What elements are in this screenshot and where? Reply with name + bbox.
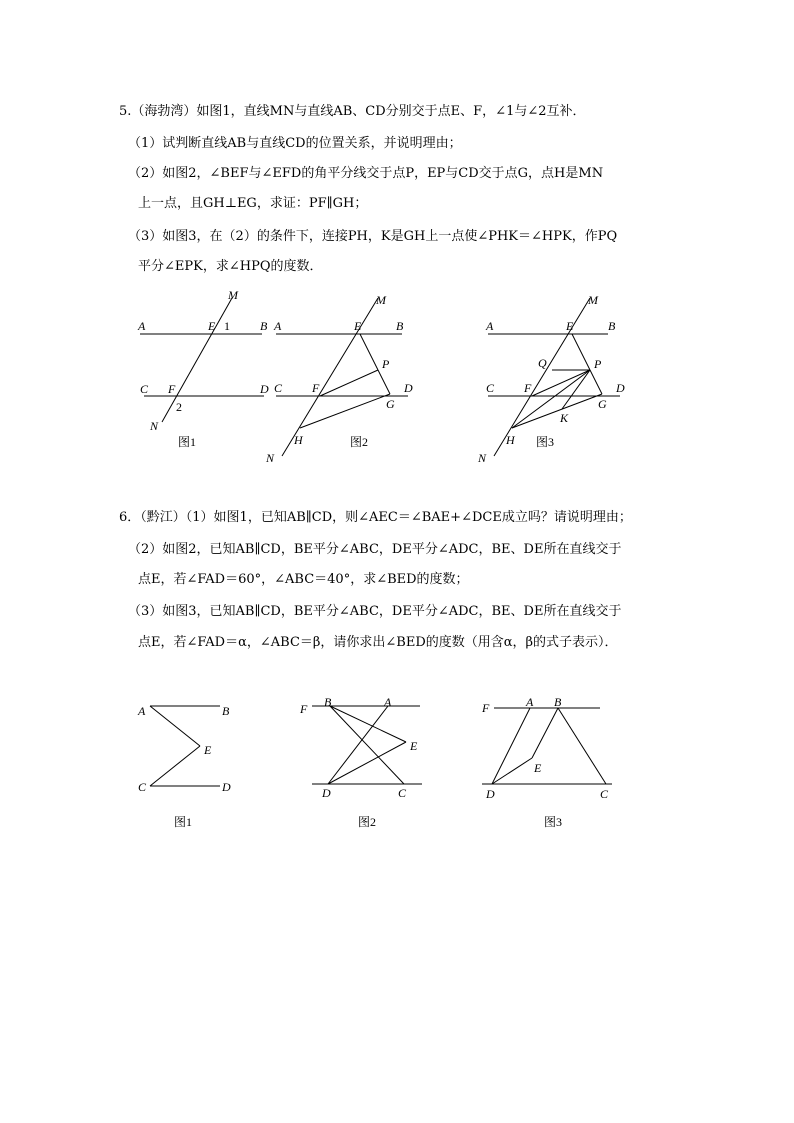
label-e: E — [354, 319, 362, 333]
label-c: C — [140, 382, 149, 396]
label-b: B — [554, 695, 562, 709]
problem5-q2-line1: （2）如图2，∠BEF与∠EFD的角平分线交于点P，EP与CD交于点G，点H是MN — [128, 166, 604, 181]
segment-be — [532, 708, 558, 758]
label-b: B — [396, 319, 404, 333]
label-e: E — [204, 743, 212, 757]
label-d: D — [404, 381, 413, 395]
problem6-q3-line2: 点E，若∠FAD＝α，∠ABC＝β，请你求出∠BED的度数（用含α，β的式子表示）． — [138, 635, 618, 650]
label-e: E — [208, 319, 216, 333]
label-f: F — [312, 381, 320, 395]
label-2: 2 — [176, 400, 182, 414]
problem6-figure-3 — [478, 696, 628, 836]
label-m: M — [376, 293, 386, 307]
figure-caption: 图2 — [358, 815, 377, 829]
label-q: Q — [538, 356, 547, 370]
label-n: N — [150, 419, 159, 433]
label-m: M — [228, 288, 238, 302]
label-g: G — [386, 397, 395, 411]
label-m: M — [588, 293, 598, 307]
problem5-q3-line1: （3）如图3，在（2）的条件下，连接PH，K是GH上一点使∠PHK＝∠HPK，作PQ — [128, 229, 618, 244]
label-f: F — [482, 701, 490, 715]
label-c: C — [486, 381, 495, 395]
segment-gh — [300, 394, 390, 428]
segment-pg — [378, 370, 390, 394]
label-h: H — [506, 433, 515, 447]
label-n: N — [478, 451, 487, 465]
segment-gh — [512, 394, 602, 428]
figure-caption: 图2 — [350, 435, 369, 449]
problem5-q2-line2: 上一点，且GH⊥EG，求证：PF∥GH； — [138, 196, 368, 211]
label-f: F — [524, 381, 532, 395]
segment-pg — [590, 370, 602, 394]
label-k: K — [560, 411, 569, 425]
problem6-q3-line1: （3）如图3，已知AB∥CD，BE平分∠ABC，DE平分∠ADC，BE、DE所在直线交于 — [128, 604, 622, 619]
problem5-title: 5.（海勃湾）如图1，直线MN与直线AB、CD分别交于点E、F，∠1与∠2互补． — [119, 104, 586, 119]
segment-ep — [572, 334, 590, 370]
problem6-title: 6．（黔江）（1）如图1，已知AB∥CD，则∠AEC＝∠BAE+∠DCE成立吗？请说明理由； — [119, 510, 632, 525]
label-a: A — [274, 319, 282, 333]
problem5-figure-3 — [478, 284, 638, 466]
label-a: A — [384, 695, 392, 709]
label-d: D — [616, 381, 625, 395]
label-g: G — [598, 397, 607, 411]
label-h: H — [294, 433, 303, 447]
label-f: F — [168, 382, 176, 396]
problem6-q2-line1: （2）如图2，已知AB∥CD，BE平分∠ABC，DE平分∠ADC，BE、DE所在直线交于 — [128, 542, 622, 557]
segment-bc — [558, 708, 606, 784]
label-b: B — [222, 704, 230, 718]
label-a: A — [138, 319, 146, 333]
figure-caption: 图1 — [174, 815, 193, 829]
label-a: A — [526, 695, 534, 709]
label-c: C — [274, 381, 283, 395]
label-a: A — [138, 704, 146, 718]
label-e: E — [566, 319, 574, 333]
label-d: D — [486, 787, 495, 801]
segment-pf — [320, 370, 378, 396]
segment-ad — [328, 706, 388, 784]
label-d: D — [322, 786, 331, 800]
segment-ad — [492, 708, 530, 784]
problem5-q3-line2: 平分∠EPK，求∠HPQ的度数． — [138, 259, 323, 274]
segment-ae — [150, 706, 200, 746]
problem5-figure-1 — [134, 284, 284, 454]
label-c: C — [398, 786, 407, 800]
label-f: F — [300, 702, 308, 716]
problem5-figure-2 — [266, 284, 416, 466]
line-mn — [162, 298, 232, 422]
label-e: E — [410, 739, 418, 753]
segment-ec — [150, 746, 200, 786]
segment-be — [330, 706, 406, 742]
label-1: 1 — [224, 319, 230, 333]
label-p: P — [594, 357, 602, 371]
label-d: D — [260, 382, 269, 396]
problem6-figure-1 — [130, 696, 250, 836]
label-c: C — [138, 780, 147, 794]
label-b: B — [260, 319, 268, 333]
label-e: E — [534, 761, 542, 775]
label-b: B — [608, 319, 616, 333]
label-a: A — [486, 319, 494, 333]
figure-caption: 图3 — [536, 435, 555, 449]
label-c: C — [600, 787, 609, 801]
segment-de — [328, 742, 406, 784]
figure-caption: 图3 — [544, 815, 563, 829]
label-n: N — [266, 451, 275, 465]
label-p: P — [382, 357, 390, 371]
figure-caption: 图1 — [178, 435, 197, 449]
segment-bc — [330, 706, 404, 784]
problem6-q2-line2: 点E，若∠FAD＝60°，∠ABC＝40°，求∠BED的度数； — [138, 572, 469, 587]
label-d: D — [222, 780, 231, 794]
problem6-figure-2 — [296, 696, 436, 836]
segment-ph — [512, 370, 590, 428]
segment-ep — [360, 334, 378, 370]
label-b: B — [324, 695, 332, 709]
problem5-q1: （1）试判断直线AB与直线CD的位置关系，并说明理由； — [128, 136, 462, 151]
